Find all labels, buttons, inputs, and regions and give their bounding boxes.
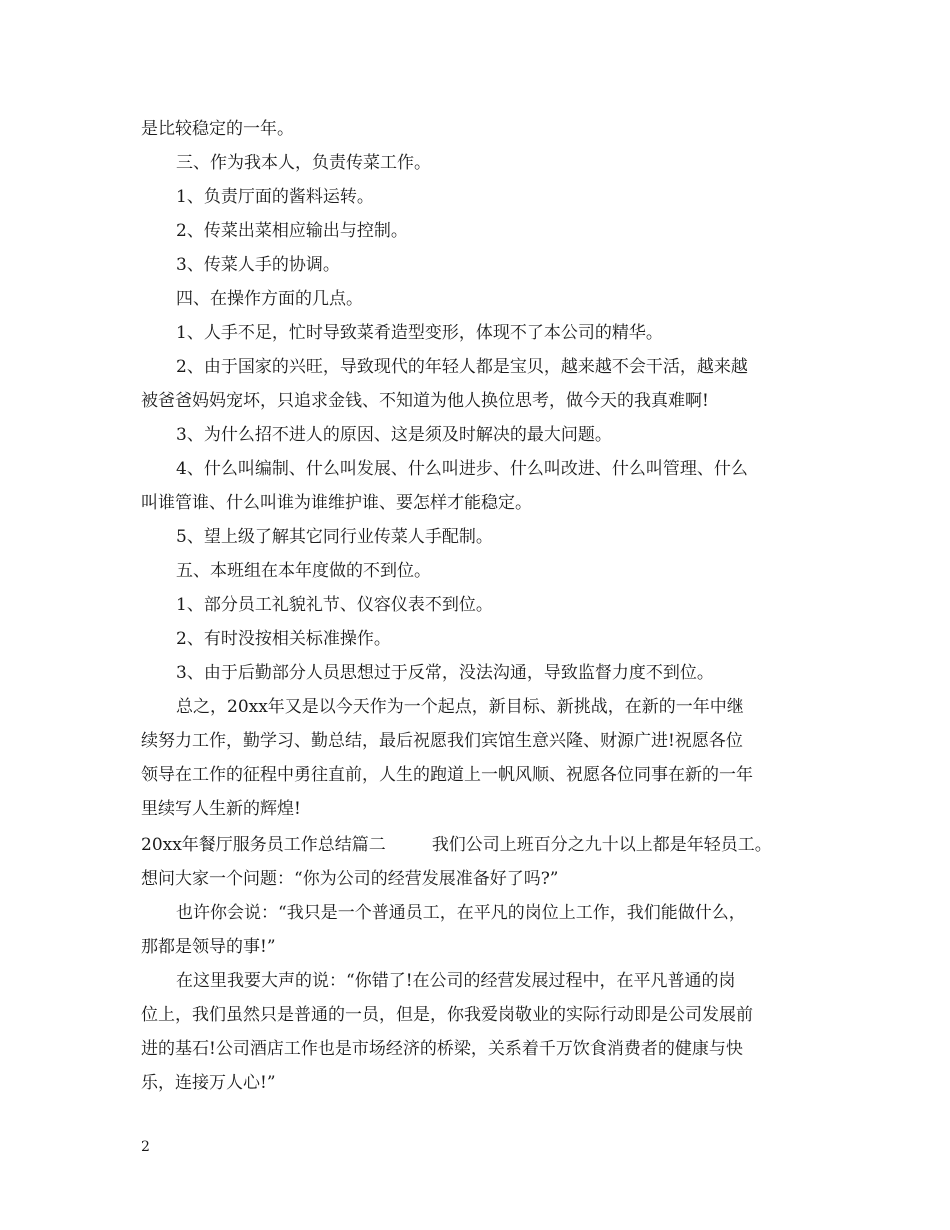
- text-line: 进的基石!公司酒店工作也是市场经济的桥梁，关系着千万饮食消费者的健康与快: [141, 1039, 743, 1059]
- text-line: 续努力工作，勤学习、勤总结，最后祝愿我们宾馆生意兴隆、财源广进!祝愿各位: [141, 731, 743, 751]
- text-line: 四、在操作方面的几点。: [176, 289, 363, 309]
- text-line: 三、作为我本人，负责传菜工作。: [176, 153, 431, 173]
- text-line: 叫谁管谁、什么叫谁为谁维护谁、要怎样才能稳定。: [141, 493, 532, 513]
- text-line: 是比较稳定的一年。: [141, 119, 294, 139]
- page-number: 2: [141, 1139, 150, 1155]
- section-heading-title: 20xx年餐厅服务员工作总结篇二: [141, 835, 386, 855]
- text-line: 2、传菜出菜相应输出与控制。: [176, 221, 408, 241]
- text-line: 也许你会说：“我只是一个普通员工，在平凡的岗位上工作，我们能做什么，: [176, 903, 746, 923]
- text-line: 里续写人生新的辉煌!: [141, 799, 301, 819]
- section-heading-continuation: 我们公司上班百分之九十以上都是年轻员工。: [431, 835, 772, 855]
- text-line: 3、由于后勤部分人员思想过于反常，没法沟通，导致监督力度不到位。: [176, 663, 714, 683]
- text-line: 2、有时没按相关标准操作。: [176, 629, 391, 649]
- text-line: 在这里我要大声的说：“你错了!在公司的经营发展过程中，在平凡普通的岗: [176, 971, 736, 991]
- text-line: 位上，我们虽然只是普通的一员，但是，你我爱岗敬业的实际行动即是公司发展前: [141, 1005, 753, 1025]
- text-line: 乐，连接万人心!”: [141, 1073, 276, 1093]
- section-heading-line: [141, 835, 772, 855]
- text-line: 1、负责厅面的酱料运转。: [176, 187, 374, 207]
- text-line: 那都是领导的事!”: [141, 937, 276, 957]
- text-line: 3、为什么招不进人的原因、这是须及时解决的最大问题。: [176, 425, 612, 445]
- text-line: 4、什么叫编制、什么叫发展、什么叫进步、什么叫改进、什么叫管理、什么: [176, 459, 748, 479]
- text-line: 1、人手不足，忙时导致菜肴造型变形，体现不了本公司的精华。: [176, 323, 663, 343]
- text-line: 五、本班组在本年度做的不到位。: [176, 561, 431, 581]
- text-line: 5、望上级了解其它同行业传菜人手配制。: [176, 527, 493, 547]
- text-line: 被爸爸妈妈宠坏，只追求金钱、不知道为他人换位思考，做今天的我真难啊!: [141, 391, 709, 411]
- text-line: 想问大家一个问题：“你为公司的经营发展准备好了吗?”: [141, 869, 559, 889]
- text-line: 3、传菜人手的协调。: [176, 255, 340, 275]
- text-line: 总之，20xx年又是以今天作为一个起点，新目标、新挑战，在新的一年中继: [176, 697, 744, 717]
- text-line: 领导在工作的征程中勇往直前，人生的跑道上一帆风顺、祝愿各位同事在新的一年: [141, 765, 753, 785]
- text-line: 2、由于国家的兴旺，导致现代的年轻人都是宝贝，越来越不会干活，越来越: [176, 357, 748, 377]
- text-line: 1、部分员工礼貌礼节、仪容仪表不到位。: [176, 595, 493, 615]
